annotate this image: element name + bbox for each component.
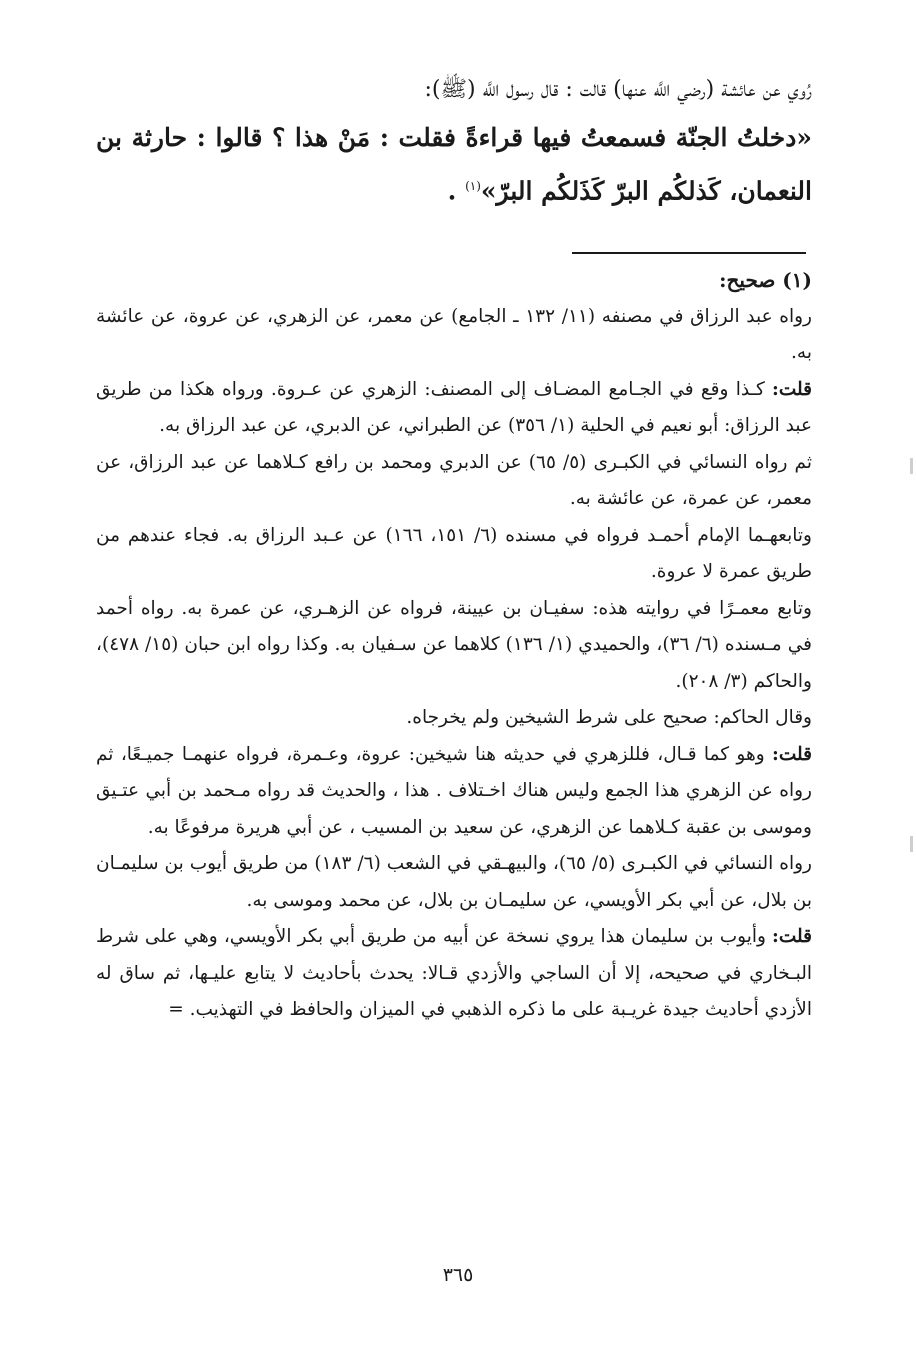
footnote-paragraph [96,591,812,701]
footnote-paragraph-lead: قلت: [772,926,812,947]
footnote-paragraph-text: وهو كما قـال، فللزهري في حديثه هنا شيخين: عروة، وعـمرة، فرواه عنهمـا جميـعًا، ثم رواه عن الزهري هذا الجمع وليس هناك اخـتلاف . هذا ، والحديث قد رواه مـحمد بن أبي عتـيق وموسى بن عقبة كـلاهما عن الزهري، عن سعيد بن المسيب ، عن أبي هريرة مرفوعًا به. [96,743,812,838]
footnote-section [96,262,812,1029]
footnote-paragraph [96,299,812,372]
footnote-paragraph-text: رواه النسائي في الكبـرى (٥/ ٦٥)، والبيهـقي في الشعب (٦/ ١٨٣) من طريق أيوب بن سليمـان بن بلال، عن أبي بكر الأويسي، عن سليمـان بن بلال، عن محمد وموسى به. [96,853,812,911]
footnote-paragraph-text: ثم رواه النسائي في الكبـرى (٥/ ٦٥) عن الدبري ومحمد بن رافع كـلاهما عن عبد الرزاق، عن معمر، عن عمرة، عن عائشة به. [96,451,812,509]
footnote-paragraph-text: وقال الحاكم: صحيح على شرط الشيخين ولم يخرجاه. [406,707,812,728]
scan-edge-mark [910,836,913,852]
footnote-paragraph [96,846,812,919]
hadith-text: «دخلتُ الجنّة فسمعتُ فيها قراءةً فقلت : مَنْ هذا ؟ قالوا : حارثة بن النعمان، كَذلكُم البرّ كَذَلكُم البرّ»$^{(١)}$ . [96,123,812,206]
footnote-paragraph [96,518,812,591]
footnote-paragraph-lead: قلت: [772,743,812,765]
footnote-paragraph [96,700,812,737]
footnote-paragraph-lead: قلت: [772,378,812,400]
footnote-paragraph-text: رواه عبد الرزاق في مصنفه (١١/ ١٣٢ ـ الجامع) عن معمر، عن الزهري، عن عروة، عن عائشة به. [96,305,812,363]
footnote-heading: (١) صحيح: [719,268,812,292]
hadith-body: «دخلتُ الجنّة فسمعتُ فيها قراءةً فقلت : مَنْ هذا ؟ قالوا : حارثة بن النعمان، كَذلكُم البرّ كَذَلكُم البرّ» [96,123,812,206]
footnote-paragraph-text: وتابع معمـرًا في روايته هذه: سفيـان بن عيينة، فرواه عن الزهـري، عن عمرة به. رواه أحمد في مـسنده (٦/ ٣٦)، والحميدي (١/ ١٣٦) كلاهما عن سـفيان به. وكذا رواه ابن حبان (١٥/ ٤٧٨)، والحاكم (٣/ ٢٠٨). [96,597,813,692]
footnote-paragraph-text: وتابعهـما الإمام أحمـد فرواه في مسنده (٦/ ١٥١، ١٦٦) عن عـبد الرزاق به. فجاء عندهم من طريق عمرة لا عروة. [96,524,812,582]
footnote-separator [572,252,806,254]
scan-edge-mark [910,458,913,474]
footnote-paragraph [96,737,812,847]
footnote-paragraph [96,372,812,445]
footnote-reference: (١) [465,179,481,193]
footnote-paragraph [96,445,812,518]
footnote-paragraph-text: كـذا وقع في الجـامع المضـاف إلى المصنف: الزهري عن عـروة. ورواه هكذا من طريق عبد الرزاق: أبو نعيم في الحلية (١/ ٣٥٦) عن الطبراني، عن الدبري، عن عبد الرزاق به. [96,378,812,436]
footnote-paragraph-text: وأيوب بن سليمان هذا يروي نسخة عن أبيه من طريق أبي بكر الأويسي، وهي على شرط البـخاري في صحيحه، إلا أن الساجي والأزدي قـالا: يحدث بأحاديث لا يتابع عليـها، ثم ساق له الأزدي أحاديث جيدة غريـبة على ما ذكره الذهبي في الميزان والحافظ في التهذيب. = [96,926,812,1020]
intro-line: رُوي عن عائشة (رضي اللَّه عنها) قالت : قال رسول اللَّه (ﷺ): [424,77,812,102]
page-number: ٣٦٥ [442,1264,474,1286]
footnote-paragraph [96,919,812,1029]
